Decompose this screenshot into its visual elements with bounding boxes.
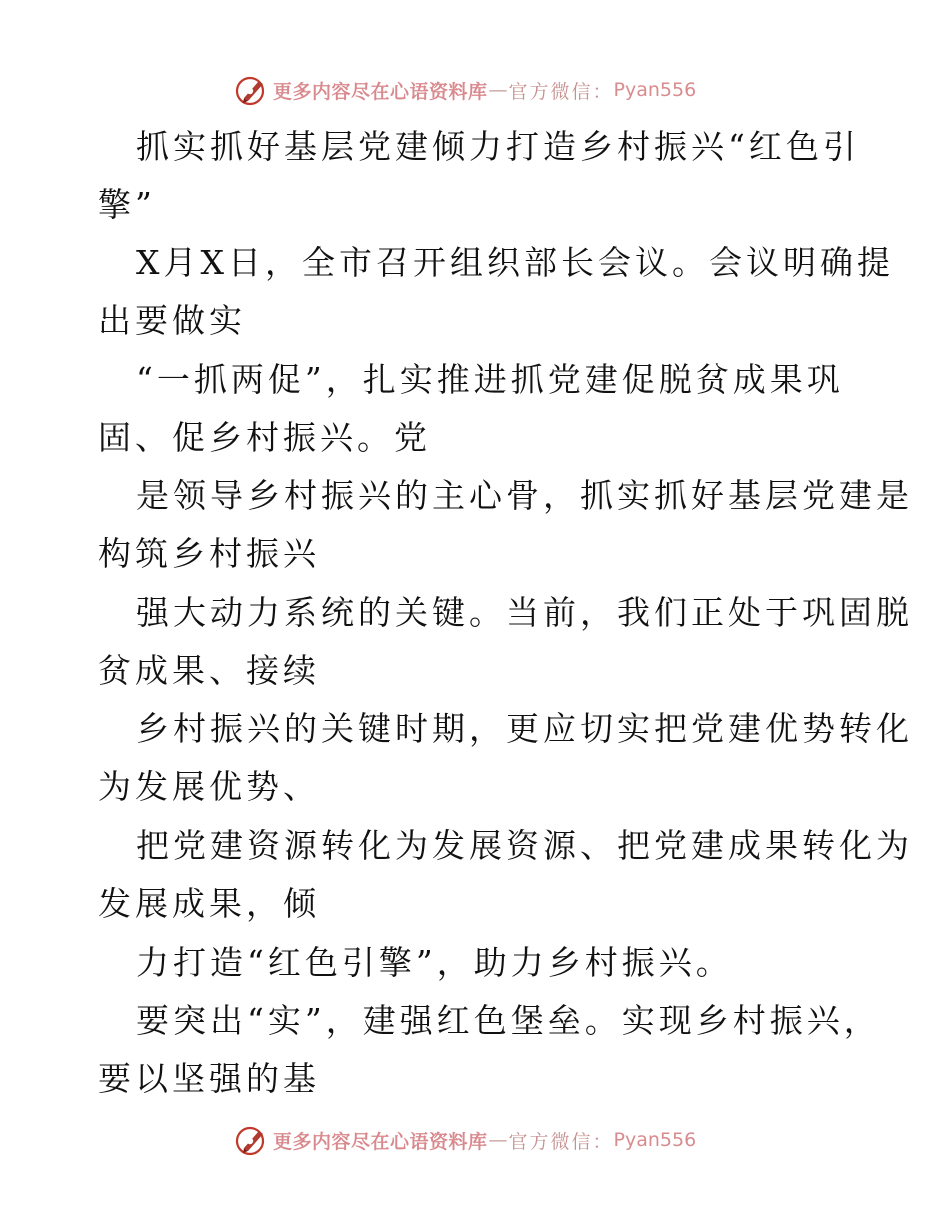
body-line: 构筑乡村振兴 — [98, 534, 320, 573]
body-line: 为发展优势、 — [98, 767, 320, 806]
watermark-official-label: 官方微信： — [508, 80, 614, 103]
body-line: “一抓两促”，扎实推进抓党建促脱贫成果巩 — [136, 360, 844, 399]
body-line: 贫成果、接续 — [98, 651, 320, 690]
body-line: 乡村振兴的关键时期，更应切实把党建优势转化 — [136, 709, 913, 748]
document-title-line-1: 抓实抓好基层党建倾力打造乡村振兴“红色引 — [136, 127, 860, 166]
watermark-main-text: 更多内容尽在心语资料库 — [273, 80, 488, 103]
watermark-wechat-id: Pyan556 — [613, 1129, 697, 1151]
document-title-line-2: 擎” — [98, 185, 156, 224]
body-line: 强大动力系统的关键。当前，我们正处于巩固脱 — [136, 593, 913, 632]
watermark-dash: — — [488, 79, 508, 101]
body-line: 力打造“红色引擎”，助力乡村振兴。 — [136, 943, 733, 982]
pen-logo-icon — [235, 1123, 269, 1157]
watermark-header — [235, 72, 696, 108]
body-line: 固、促乡村振兴。党 — [98, 418, 431, 457]
body-line: 要以坚强的基 — [98, 1059, 320, 1098]
body-line: 发展成果，倾 — [98, 884, 320, 923]
watermark-footer — [235, 1122, 696, 1158]
body-line: 是领导乡村振兴的主心骨，抓实抓好基层党建是 — [136, 476, 913, 515]
pen-logo-icon — [235, 73, 269, 107]
body-line: 要突出“实”，建强红色堡垒。实现乡村振兴， — [136, 1001, 881, 1040]
watermark-main-text: 更多内容尽在心语资料库 — [273, 1130, 488, 1153]
watermark-official-label: 官方微信： — [508, 1130, 614, 1153]
body-line: 出要做实 — [98, 301, 246, 340]
body-line: X月X日，全市召开组织部长会议。会议明确提 — [136, 243, 894, 282]
watermark-wechat-id: Pyan556 — [613, 79, 697, 101]
watermark-dash: — — [488, 1129, 508, 1151]
body-line: 把党建资源转化为发展资源、把党建成果转化为 — [136, 826, 913, 865]
